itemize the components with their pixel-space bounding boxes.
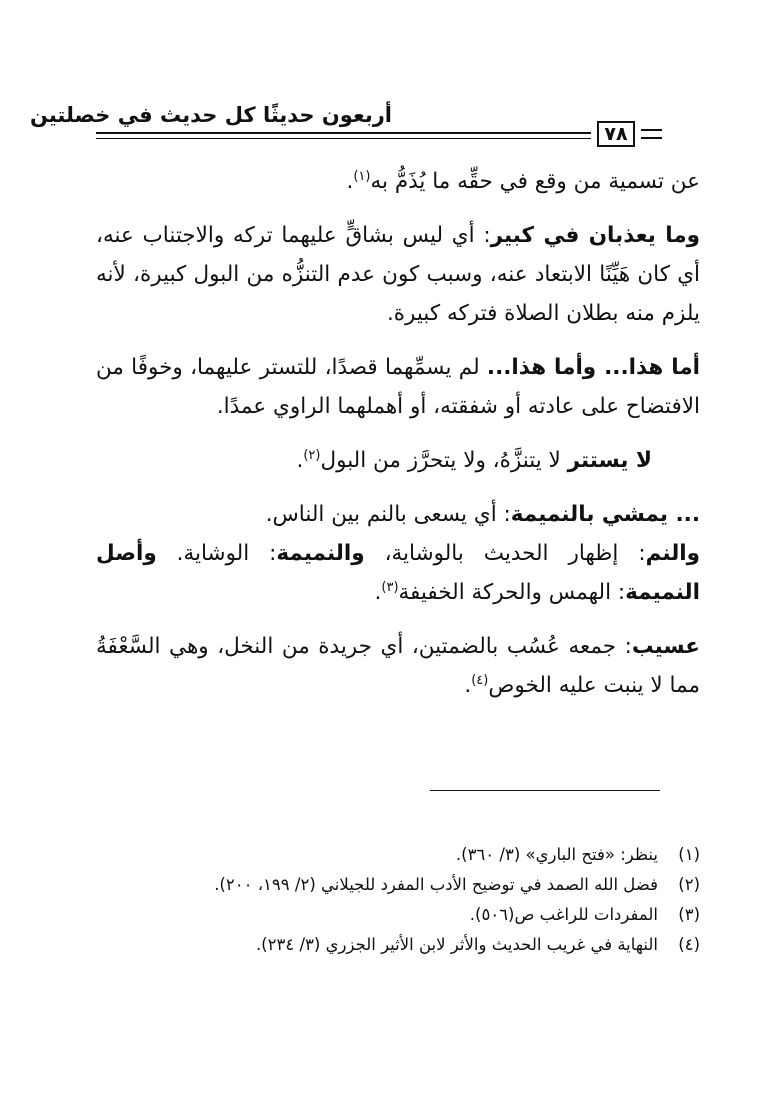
- paragraph-4: [96, 441, 700, 480]
- header-rule-top: [96, 132, 591, 134]
- page-number: ٧٨: [597, 121, 635, 147]
- paragraph-5: [96, 495, 700, 612]
- header-rule-bottom: [96, 138, 591, 139]
- footnote-item: [96, 900, 700, 930]
- footnote-item: [96, 870, 700, 900]
- footnotes: [96, 840, 700, 960]
- p4-lead: لا يستتر: [567, 448, 652, 473]
- paragraph-1: [96, 162, 700, 201]
- p5-rest: : أي يسعى بالنم بين الناس.: [265, 502, 511, 527]
- p2-lead: وما يعذبان في كبير: [490, 223, 700, 248]
- p5-rest2: : إظهار الحديث بالوشاية،: [384, 541, 646, 566]
- footnote-item: [96, 840, 700, 870]
- footnote-text: المفردات للراغب ص(٥٠٦).: [469, 905, 658, 924]
- footnote-number: (٢): [678, 875, 700, 894]
- p1-end: .: [346, 169, 354, 194]
- body-text: [96, 162, 700, 720]
- p1-text: عن تسمية من وقع في حقِّه ما يُذَمُّ به: [370, 169, 700, 194]
- footnote-number: (٣): [678, 905, 700, 924]
- footnote-ref-2: (٢): [303, 447, 321, 463]
- running-title: أربعون حديثًا كل حديث في خصلتين: [29, 103, 392, 127]
- paragraph-2: [96, 216, 700, 333]
- footnote-separator: [430, 790, 660, 791]
- p6-rest: : جمعه عُسُب بالضمتين، أي جريدة من النخل، وهي السَّعْفَةُ مما لا ينبت عليه الخوص: [96, 634, 700, 698]
- paragraph-6: [96, 627, 700, 705]
- footnote-ref-1: (١): [353, 168, 371, 184]
- footnote-ref-4: (٤): [471, 672, 489, 688]
- p2-rest: : أي ليس بشاقٍّ عليهما تركه والاجتناب عنه، أي كان هَيِّنًا الابتعاد عنه، وسبب كون عدم التنزُّه من البول كبيرة، لأنه يلزم منه بطلان الصلاة فتركه كبيرة.: [96, 223, 700, 326]
- footnote-ref-3: (٣): [381, 579, 399, 595]
- p5-end: .: [374, 580, 382, 605]
- p6-end: .: [464, 673, 472, 698]
- p5-lead: ... يمشي بالنميمة: [510, 502, 700, 527]
- paragraph-3: [96, 348, 700, 426]
- p4-rest: لا يتنزَّهُ، ولا يتحرَّز من البول: [320, 448, 568, 473]
- p5-rest3: : الوشاية.: [176, 541, 277, 566]
- p5-rest4: : الهمس والحركة الخفيفة: [398, 580, 626, 605]
- page-number-dash-bottom: [641, 137, 662, 139]
- page-number-dash-top: [641, 129, 662, 131]
- footnote-item: [96, 930, 700, 960]
- p3-lead: أما هذا... وأما هذا...: [486, 355, 701, 380]
- p4-end: .: [296, 448, 304, 473]
- footnote-text: ينظر: «فتح الباري» (٣/ ٣٦٠).: [455, 845, 658, 864]
- p5-lead3: والنميمة: [276, 541, 365, 566]
- footnote-number: (١): [678, 845, 700, 864]
- p6-lead: عسيب: [631, 634, 700, 659]
- p3-rest: لم يسمِّهما قصدًا، للتستر عليهما، وخوفًا من الافتضاح على عادته أو شفقته، أو أهملهما الراوي عمدًا.: [96, 355, 700, 419]
- p5-lead2: والنم: [645, 541, 701, 566]
- footnote-number: (٤): [678, 935, 700, 954]
- footnote-text: فضل الله الصمد في توضيح الأدب المفرد للجيلاني (٢/ ١٩٩، ٢٠٠).: [214, 875, 658, 894]
- p5-lead4: وأصل النميمة: [96, 541, 700, 605]
- footnote-text: النهاية في غريب الحديث والأثر لابن الأثير الجزري (٣/ ٢٣٤).: [255, 935, 658, 954]
